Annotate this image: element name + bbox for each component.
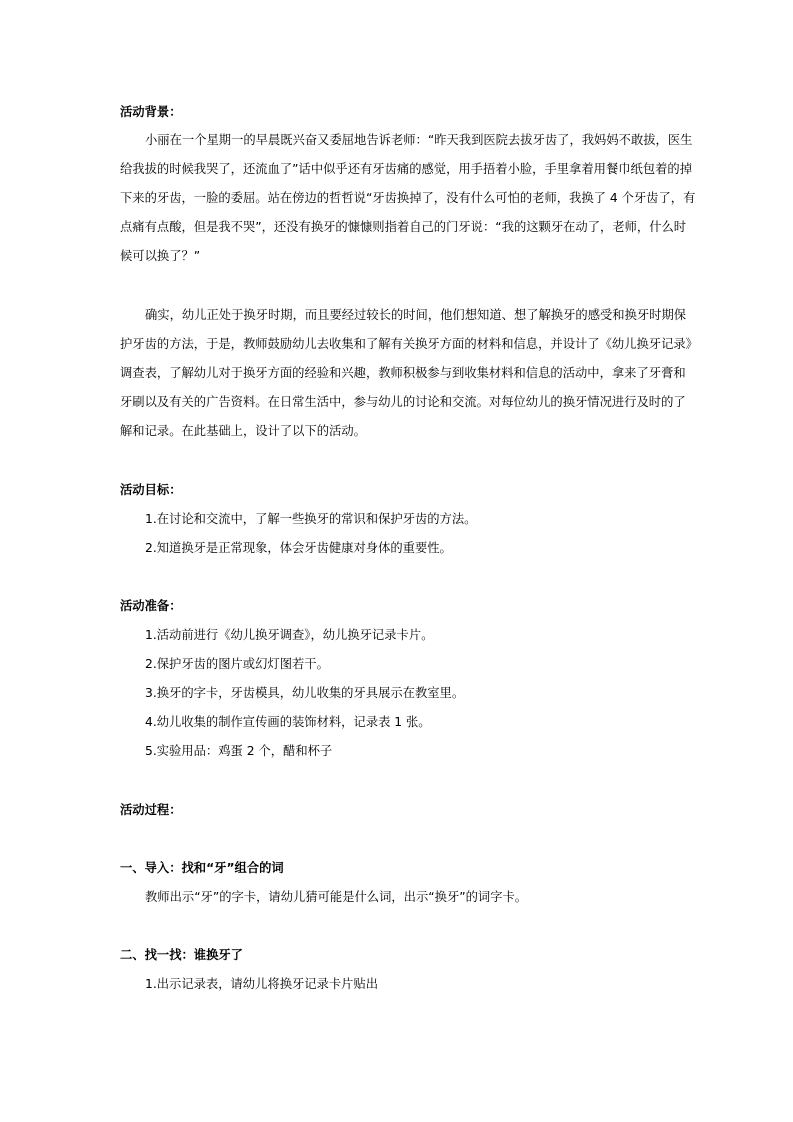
background-heading: 活动背景： [120, 105, 182, 119]
preparation-item: 3.换牙的字卡，牙齿模具，幼儿收集的牙具展示在教室里。 [145, 686, 465, 700]
background-paragraph2-line: 确实，幼儿正处于换牙时期，而且要经过较长的时间，他们想知道、想了解换牙的感受和换牙时期保 [145, 308, 687, 322]
preparation-item: 5.实验用品：鸡蛋 2 个，醋和杯子 [145, 744, 333, 758]
preparation-item: 4.幼儿收集的制作宣传画的装饰材料，记录表 1 张。 [145, 715, 431, 729]
background-paragraph2-line: 调查表，了解幼儿对于换牙方面的经验和兴趣，教师积极参与到收集材料和信息的活动中，拿来了牙膏和 [120, 366, 686, 380]
background-paragraph1-line: 候可以换了？” [120, 249, 201, 263]
background-paragraph1-line: 下来的牙齿，一脸的委屈。站在傍边的哲哲说“牙齿换掉了，没有什么可怕的老师，我换了 4 个牙齿了，有 [120, 191, 696, 205]
goal-item: 2.知道换牙是正常现象，体会牙齿健康对身体的重要性。 [145, 541, 452, 555]
goal-item: 1.在讨论和交流中，了解一些换牙的常识和保护牙齿的方法。 [145, 512, 477, 526]
background-paragraph2-line: 护牙齿的方法，于是，教师鼓励幼儿去收集和了解有关换牙方面的材料和信息，并设计了《幼儿换牙记录》 [120, 337, 698, 351]
background-paragraph2-line: 解和记录。在此基础上，设计了以下的活动。 [120, 424, 366, 438]
background-paragraph2-line: 牙刷以及有关的广告资料。在日常生活中，参与幼儿的讨论和交流。对每位幼儿的换牙情况进行及时的了 [120, 395, 686, 409]
process-section2-item: 1.出示记录表，请幼儿将换牙记录卡片贴出 [145, 977, 379, 991]
background-paragraph1-line: 小丽在一个星期一的早晨既兴奋又委屈地告诉老师：“昨天我到医院去拔牙齿了，我妈妈不敢拔，医生 [145, 133, 693, 147]
preparation-item: 1.活动前进行《幼儿换牙调查》，幼儿换牙记录卡片。 [145, 628, 434, 642]
process-section1-heading: 一、导入：找和“牙”组合的词 [120, 861, 284, 875]
preparation-heading: 活动准备： [120, 599, 182, 613]
process-heading: 活动过程： [120, 803, 182, 817]
goals-heading: 活动目标： [120, 483, 182, 497]
preparation-item: 2.保护牙齿的图片或幻灯图若干。 [145, 657, 329, 671]
background-paragraph1-line: 点痛有点酸，但是我不哭”，还没有换牙的慷慷则指着自己的门牙说：“我的这颗牙在动了，老师，什么时 [120, 220, 687, 234]
process-section2-heading: 二、找一找：谁换牙了 [120, 948, 243, 962]
process-section1-text: 教师出示“牙”的字卡，请幼儿猜可能是什么词，出示“换牙”的词字卡。 [145, 890, 528, 904]
background-paragraph1-line: 给我拔的时候我哭了，还流血了”话中似乎还有牙齿痛的感觉，用手捂着小脸，手里拿着用餐巾纸包着的掉 [120, 162, 693, 176]
